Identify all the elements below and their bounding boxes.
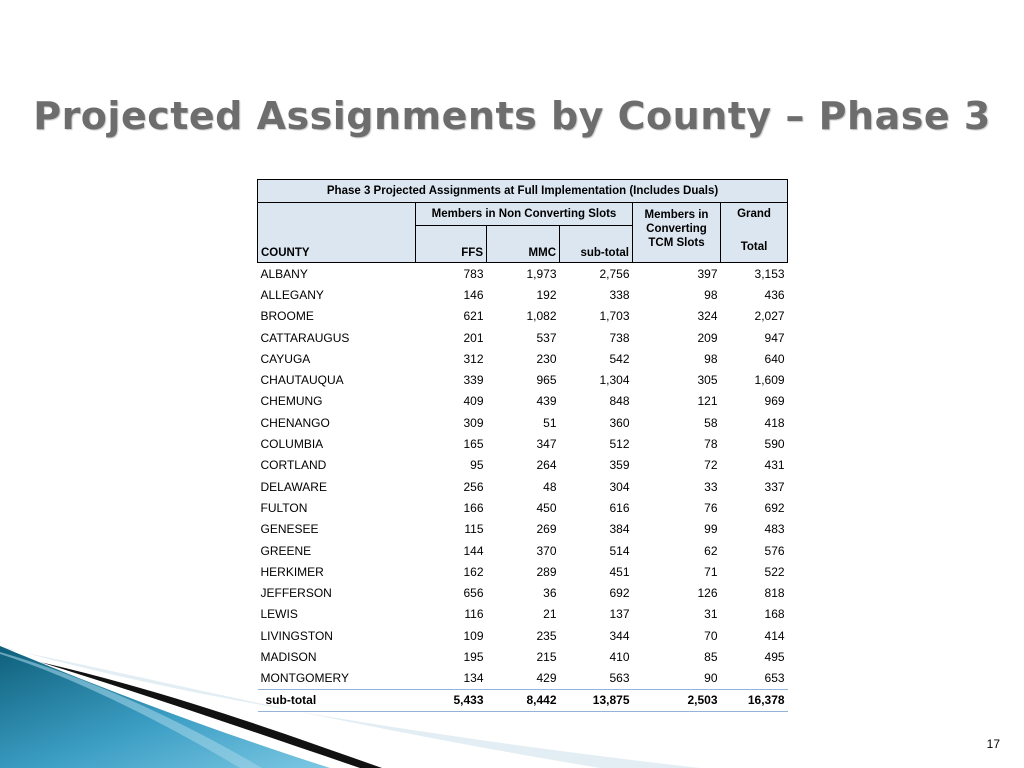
cell-county: ALLEGANY <box>260 287 324 302</box>
cell-grand-total: 3,153 <box>754 266 785 281</box>
cell-ffs: 621 <box>463 309 484 324</box>
cell-subtotal: 1,304 <box>599 373 630 388</box>
table-row <box>258 497 788 518</box>
cell-converting: 305 <box>697 373 718 388</box>
cell-county: LIVINGSTON <box>260 628 333 643</box>
cell-county: HERKIMER <box>260 564 324 579</box>
header-converting-line3: TCM Slots <box>648 237 705 249</box>
cell-subtotal: 451 <box>609 564 630 579</box>
table-row <box>258 476 788 497</box>
page-number: 17 <box>986 737 1000 751</box>
cell-ffs: 309 <box>463 415 484 430</box>
cell-ffs: 312 <box>463 351 484 366</box>
header-grand-line1: Grand <box>737 208 771 220</box>
cell-converting: 78 <box>704 437 718 452</box>
cell-ffs: 656 <box>463 586 484 601</box>
cell-converting: 71 <box>704 564 718 579</box>
cell-mmc: 36 <box>543 586 557 601</box>
table-caption: Phase 3 Projected Assignments at Full Implementation (Includes Duals) <box>258 180 788 203</box>
slide-title: Projected Assignments by County – Phase 3 <box>33 94 991 138</box>
header-ffs: FFS <box>416 226 487 263</box>
cell-converting: 126 <box>697 586 718 601</box>
cell-ffs: 109 <box>463 628 484 643</box>
cell-converting: 33 <box>704 479 718 494</box>
cell-grand-total: 969 <box>764 394 785 409</box>
cell-converting: 209 <box>697 330 718 345</box>
cell-county: MONTGOMERY <box>258 668 416 690</box>
table-row <box>258 604 788 625</box>
header-subtotal: sub-total <box>560 226 633 263</box>
cell-grand-total: 483 <box>764 522 785 537</box>
cell-mmc: 230 <box>536 351 557 366</box>
cell-converting: 99 <box>704 522 718 537</box>
header-grand-line2: Total <box>740 241 768 253</box>
cell-mmc: 289 <box>536 564 557 579</box>
cell-converting: 98 <box>704 351 718 366</box>
cell-mmc: 215 <box>536 649 557 664</box>
cell-subtotal: 359 <box>609 458 630 473</box>
cell-grand-total: 414 <box>764 628 785 643</box>
cell-county: CATTARAUGUS <box>260 330 350 345</box>
assignments-table <box>257 179 788 712</box>
cell-ffs: 162 <box>463 564 484 579</box>
cell-grand-total: 590 <box>764 437 785 452</box>
header-converting-line2: Converting <box>646 223 707 235</box>
cell-grand-total: 431 <box>764 458 785 473</box>
table-row <box>258 348 788 369</box>
cell-subtotal: 360 <box>609 415 630 430</box>
cell-grand-total: 653 <box>721 668 788 690</box>
cell-subtotal: 304 <box>609 479 630 494</box>
cell-mmc: 21 <box>543 607 557 622</box>
cell-grand-total: 818 <box>764 586 785 601</box>
cell-county: CAYUGA <box>260 351 311 366</box>
cell-mmc: 269 <box>536 522 557 537</box>
cell-grand-total: 495 <box>764 649 785 664</box>
cell-county: GENESEE <box>260 522 319 537</box>
cell-converting: 324 <box>697 309 718 324</box>
cell-ffs: 783 <box>463 266 484 281</box>
cell-subtotal: 616 <box>609 500 630 515</box>
cell-county: MADISON <box>260 649 317 664</box>
header-converting-tcm <box>633 203 721 263</box>
header-converting-line1: Members in <box>644 209 709 221</box>
cell-mmc: 1,973 <box>526 266 557 281</box>
cell-county: DELAWARE <box>260 479 327 494</box>
cell-mmc: 450 <box>536 500 557 515</box>
header-non-converting: Members in Non Converting Slots <box>416 203 633 226</box>
cell-county: COLUMBIA <box>260 437 324 452</box>
cell-subtotal: 542 <box>609 351 630 366</box>
cell-converting: 31 <box>704 607 718 622</box>
cell-converting: 121 <box>697 394 718 409</box>
cell-converting: 76 <box>704 500 718 515</box>
cell-subtotal: 563 <box>560 668 633 690</box>
cell-ffs: 409 <box>463 394 484 409</box>
cell-converting: 98 <box>704 287 718 302</box>
table-row <box>258 519 788 540</box>
table-row <box>258 582 788 603</box>
table-row <box>258 412 788 433</box>
table-row <box>258 540 788 561</box>
table-row <box>258 327 788 348</box>
cell-ffs: 339 <box>463 373 484 388</box>
cell-mmc: 965 <box>536 373 557 388</box>
cell-subtotal: 514 <box>609 543 630 558</box>
cell-ffs: 256 <box>463 479 484 494</box>
decorative-swoosh <box>0 640 700 768</box>
cell-mmc: 347 <box>536 437 557 452</box>
cell-mmc: 370 <box>536 543 557 558</box>
cell-subtotal: 137 <box>609 607 630 622</box>
cell-grand-total: 522 <box>764 564 785 579</box>
cell-converting: 397 <box>697 266 718 281</box>
cell-grand-total: 418 <box>764 415 785 430</box>
cell-county: FULTON <box>260 500 308 515</box>
cell-mmc: 264 <box>536 458 557 473</box>
cell-subtotal: 410 <box>609 649 630 664</box>
cell-mmc: 439 <box>536 394 557 409</box>
cell-converting: 85 <box>704 649 718 664</box>
cell-grand-total: 2,027 <box>754 309 785 324</box>
cell-ffs: 166 <box>463 500 484 515</box>
total-label: sub-total <box>258 689 416 711</box>
cell-mmc: 235 <box>536 628 557 643</box>
header-county: COUNTY <box>258 203 416 263</box>
cell-ffs: 144 <box>463 543 484 558</box>
cell-mmc: 192 <box>536 287 557 302</box>
total-cell-grand-total: 16,378 <box>721 689 788 711</box>
total-cell-mmc: 8,442 <box>487 689 560 711</box>
cell-county: ALBANY <box>260 266 308 281</box>
cell-subtotal: 2,756 <box>599 266 630 281</box>
total-cell-converting: 2,503 <box>633 689 721 711</box>
cell-grand-total: 576 <box>764 543 785 558</box>
table-row <box>258 561 788 582</box>
cell-subtotal: 512 <box>609 437 630 452</box>
total-cell-subtotal: 13,875 <box>560 689 633 711</box>
cell-subtotal: 1,703 <box>599 309 630 324</box>
cell-ffs: 195 <box>463 649 484 664</box>
cell-ffs: 95 <box>470 458 484 473</box>
table-row <box>258 391 788 412</box>
table-row <box>258 263 788 285</box>
table-row <box>258 306 788 327</box>
cell-converting: 90 <box>633 668 721 690</box>
cell-county: CHEMUNG <box>260 394 323 409</box>
cell-mmc: 51 <box>543 415 557 430</box>
cell-mmc: 537 <box>536 330 557 345</box>
cell-county: BROOME <box>260 309 314 324</box>
header-mmc: MMC <box>487 226 560 263</box>
cell-county: CHENANGO <box>260 415 330 430</box>
table-row <box>258 369 788 390</box>
cell-subtotal: 848 <box>609 394 630 409</box>
cell-mmc: 429 <box>487 668 560 690</box>
cell-county: JEFFERSON <box>260 586 332 601</box>
cell-converting: 72 <box>704 458 718 473</box>
cell-ffs: 146 <box>463 287 484 302</box>
cell-ffs: 134 <box>416 668 487 690</box>
cell-mmc: 1,082 <box>526 309 557 324</box>
cell-converting: 58 <box>704 415 718 430</box>
cell-grand-total: 436 <box>764 287 785 302</box>
cell-converting: 70 <box>704 628 718 643</box>
total-cell-ffs: 5,433 <box>416 689 487 711</box>
table-row <box>258 284 788 305</box>
cell-subtotal: 344 <box>609 628 630 643</box>
table-row <box>258 455 788 476</box>
cell-ffs: 115 <box>464 522 484 537</box>
cell-county: CORTLAND <box>260 458 327 473</box>
cell-county: CHAUTAUQUA <box>260 373 344 388</box>
cell-grand-total: 337 <box>764 479 785 494</box>
cell-grand-total: 168 <box>764 607 785 622</box>
cell-ffs: 201 <box>463 330 484 345</box>
cell-grand-total: 947 <box>764 330 785 345</box>
cell-grand-total: 640 <box>764 351 785 366</box>
cell-subtotal: 692 <box>609 586 630 601</box>
cell-converting: 62 <box>704 543 718 558</box>
cell-grand-total: 1,609 <box>754 373 785 388</box>
cell-mmc: 48 <box>543 479 557 494</box>
cell-subtotal: 384 <box>609 522 630 537</box>
table-row <box>258 433 788 454</box>
cell-ffs: 116 <box>464 607 484 622</box>
cell-ffs: 165 <box>463 437 484 452</box>
cell-county: GREENE <box>260 543 312 558</box>
cell-subtotal: 738 <box>609 330 630 345</box>
cell-grand-total: 692 <box>764 500 785 515</box>
cell-subtotal: 338 <box>609 287 630 302</box>
header-grand-total <box>721 203 788 263</box>
cell-county: LEWIS <box>260 607 298 622</box>
